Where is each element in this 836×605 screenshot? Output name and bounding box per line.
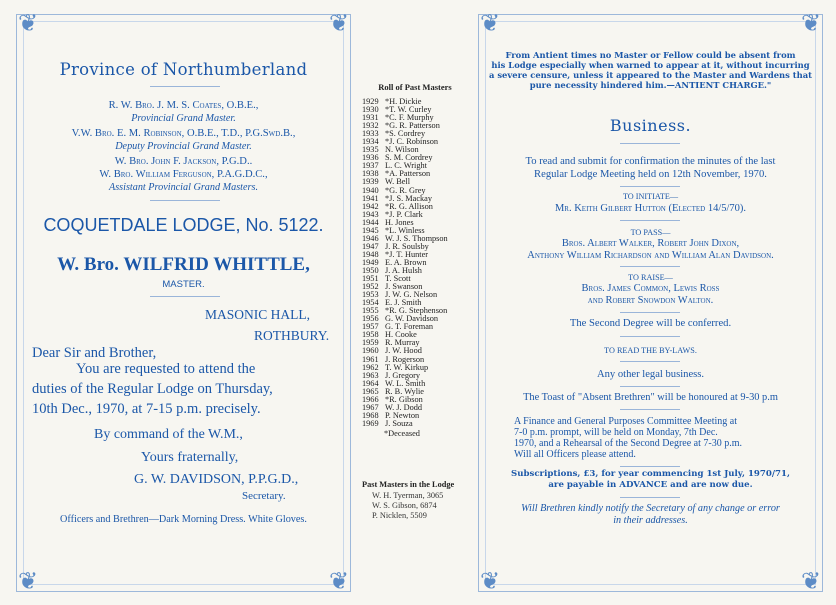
roll-name: R. B. Wylie bbox=[385, 386, 424, 396]
initiate-name: Mr. Keith Gilbert Hutton (Elected 14/5/70). bbox=[554, 203, 747, 214]
roll-year: 1929 bbox=[362, 97, 379, 106]
charge-line: pure necessity hindered him.—ANTIENT CHARGE." bbox=[529, 80, 772, 90]
secretary-title: Secretary. bbox=[242, 490, 286, 502]
roll-name: J. Gregory bbox=[385, 370, 421, 380]
ornament-icon: ❦ bbox=[800, 569, 822, 595]
roll-year: 1930 bbox=[362, 105, 379, 115]
pass-names: Bros. Albert Walker, Robert John Dixon, bbox=[561, 238, 740, 249]
roll-year: 1938 bbox=[362, 169, 379, 179]
roll-name: *C. F. Murphy bbox=[385, 113, 434, 123]
past-master: W. H. Tyerman, 3065 bbox=[372, 491, 444, 500]
roll-year: 1932 bbox=[362, 121, 379, 131]
past-list bbox=[372, 491, 443, 521]
other-business: Any other legal business. bbox=[596, 369, 705, 380]
dress-note: Officers and Brethren—Dark Morning Dress. White Gloves. bbox=[60, 514, 307, 525]
notify-line: in their addresses. bbox=[613, 515, 688, 526]
past-master: W. S. Gibson, 6874 bbox=[372, 501, 437, 510]
officer-title: Assistant Provincial Grand Masters. bbox=[108, 182, 259, 193]
roll-row bbox=[362, 420, 472, 428]
roll-name: J. Souza bbox=[385, 418, 413, 428]
roll-year: 1964 bbox=[362, 378, 379, 388]
pass-label: TO PASS— bbox=[630, 228, 671, 237]
roll-year: 1941 bbox=[362, 193, 379, 203]
roll-year: 1952 bbox=[362, 282, 379, 292]
charge-line: a severe censure, unless it appeared to the Master and Wardens that bbox=[488, 70, 812, 80]
roll-name: *J. C. Robinson bbox=[385, 137, 439, 147]
committee-line: 1970, and a Rehearsal of the Second Degree at 7-30 p.m. bbox=[514, 438, 742, 449]
roll-year: 1957 bbox=[362, 322, 379, 332]
roll-year: 1967 bbox=[362, 402, 379, 412]
roll-year: 1949 bbox=[362, 257, 379, 267]
roll-name: T. Scott bbox=[385, 274, 411, 284]
raise-label: TO RAISE— bbox=[628, 273, 673, 282]
roll-year: 1968 bbox=[362, 410, 379, 420]
roll-year: 1940 bbox=[362, 185, 379, 195]
venue-hall: MASONIC HALL, bbox=[205, 307, 311, 322]
officer-title: Provincial Grand Master. bbox=[131, 113, 236, 124]
minutes-line: To read and submit for confirmation the minutes of the last bbox=[525, 156, 776, 167]
roll-year: 1947 bbox=[362, 241, 379, 251]
ornament-icon: ❦ bbox=[17, 11, 39, 37]
committee-line: 7-0 p.m. prompt, will be held on Monday, 7th Dec. bbox=[514, 427, 718, 438]
roll-title: Roll of Past Masters bbox=[378, 82, 452, 92]
ornament-icon: ❦ bbox=[800, 11, 822, 37]
business-heading: Business. bbox=[609, 116, 692, 135]
officer-name: W. Bro. William Ferguson, P.A.G.D.C., bbox=[99, 169, 268, 180]
roll-name: P. Newton bbox=[385, 410, 420, 420]
ornament-icon: ❦ bbox=[328, 11, 350, 37]
roll-year: 1946 bbox=[362, 233, 379, 243]
roll-name: N. Wilson bbox=[385, 145, 419, 155]
roll-name: G. T. Foreman bbox=[385, 322, 434, 332]
pass-names: Anthony William Richardson and William Alan Davidson. bbox=[527, 250, 774, 261]
roll-name: *J. P. Clark bbox=[385, 209, 423, 219]
committee-line: Will all Officers please attend. bbox=[514, 449, 636, 460]
subscriptions: are payable in ADVANCE and are now due. bbox=[548, 480, 753, 490]
roll-name: S. M. Cordrey bbox=[385, 153, 433, 163]
roll-year: 1955 bbox=[362, 306, 379, 316]
roll-name: J. R. Soulsby bbox=[385, 241, 429, 251]
roll-list bbox=[362, 98, 472, 428]
initiate-label: TO INITIATE— bbox=[622, 192, 679, 201]
charge-line: From Antient times no Master or Fellow could be absent from bbox=[505, 50, 796, 60]
roll-year: 1956 bbox=[362, 314, 379, 324]
roll-year: 1945 bbox=[362, 225, 379, 235]
past-master: P. Nicklen, 5509 bbox=[372, 511, 427, 520]
master-name: W. Bro. WILFRID WHITTLE, bbox=[57, 254, 310, 275]
roll-year: 1935 bbox=[362, 145, 379, 155]
roll-name: T. W. Kirkup bbox=[385, 362, 429, 372]
roll-name: E. J. Smith bbox=[385, 298, 422, 308]
roll-name: J. Rogerson bbox=[385, 354, 425, 364]
roll-year: 1953 bbox=[362, 290, 379, 300]
roll-year: 1943 bbox=[362, 209, 379, 219]
roll-year: 1960 bbox=[362, 346, 379, 356]
roll-year: 1931 bbox=[362, 113, 379, 123]
roll-name: *H. Dickie bbox=[385, 97, 422, 106]
roll-name: W. Bell bbox=[385, 177, 411, 187]
roll-year: 1942 bbox=[362, 201, 379, 211]
ornament-icon: ❦ bbox=[17, 569, 39, 595]
roll-year: 1934 bbox=[362, 137, 379, 147]
charge-line: his Lodge especially when warned to appear at it, without incurring bbox=[491, 60, 810, 70]
roll-name: H. Jones bbox=[385, 217, 414, 227]
salutation: Dear Sir and Brother, bbox=[32, 345, 157, 361]
roll-name: L. C. Wright bbox=[385, 161, 427, 171]
raise-names: and Robert Snowdon Walton. bbox=[587, 295, 714, 306]
roll-name: J. W. G. Nelson bbox=[385, 290, 438, 300]
summons-text: You are requested to attend the bbox=[76, 361, 256, 377]
minutes-line: Regular Lodge Meeting held on 12th November, 1970. bbox=[534, 169, 767, 180]
closing-line: Yours fraternally, bbox=[141, 450, 239, 465]
ornament-icon: ❦ bbox=[328, 569, 350, 595]
roll-name: J. A. Hulsh bbox=[385, 265, 422, 275]
roll-year: 1959 bbox=[362, 338, 379, 348]
roll-year: 1948 bbox=[362, 249, 379, 259]
roll-year: 1963 bbox=[362, 370, 379, 380]
roll-name: H. Cooke bbox=[385, 330, 417, 340]
roll-name: W. J. Dodd bbox=[385, 402, 423, 412]
roll-name: *R. G. Allison bbox=[385, 201, 433, 211]
roll-year: 1944 bbox=[362, 217, 379, 227]
roll-year: 1950 bbox=[362, 265, 379, 275]
lodge-name: COQUETDALE LODGE, No. 5122. bbox=[43, 215, 324, 235]
roll-name: W. J. S. Thompson bbox=[385, 233, 448, 243]
roll-name: *A. Patterson bbox=[385, 169, 431, 179]
roll-name: R. Murray bbox=[385, 338, 420, 348]
degree-line: The Second Degree will be conferred. bbox=[569, 318, 732, 329]
officer-name: V.W. Bro. E. M. Robinson, O.B.E., T.D., P.G.Swd.B., bbox=[71, 128, 296, 139]
roll-year: 1939 bbox=[362, 177, 379, 187]
deceased-note: *Deceased bbox=[384, 429, 420, 438]
toast-line: The Toast of "Absent Brethren" will be honoured at 9-30 p.m bbox=[523, 392, 778, 403]
raise-names: Bros. James Common, Lewis Ross bbox=[581, 283, 720, 294]
roll-name: E. A. Brown bbox=[385, 257, 427, 267]
roll-name: *J. S. Mackay bbox=[385, 193, 433, 203]
roll-year: 1962 bbox=[362, 362, 379, 372]
secretary-name: G. W. DAVIDSON, P.P.G.D., bbox=[134, 472, 299, 487]
roll-year: 1936 bbox=[362, 153, 379, 163]
roll-year: 1951 bbox=[362, 274, 379, 284]
roll-name: G. W. Davidson bbox=[385, 314, 439, 324]
roll-name: *J. T. Hunter bbox=[385, 249, 429, 259]
ornament-icon: ❦ bbox=[479, 11, 501, 37]
roll-name: *R. Gibson bbox=[385, 394, 423, 404]
roll-name: W. L. Smith bbox=[385, 378, 426, 388]
venue-town: ROTHBURY. bbox=[254, 328, 330, 343]
roll-year: 1969 bbox=[362, 418, 379, 428]
roll-year: 1954 bbox=[362, 298, 379, 308]
roll-name: *S. Cordrey bbox=[385, 129, 426, 139]
master-title: MASTER. bbox=[162, 279, 205, 290]
roll-name: *G. R. Patterson bbox=[385, 121, 440, 131]
roll-name: J. Swanson bbox=[385, 282, 423, 292]
bylaws-line: TO READ THE BY-LAWS. bbox=[604, 346, 697, 355]
roll-year: 1937 bbox=[362, 161, 379, 171]
province-title: Province of Northumberland bbox=[59, 60, 308, 79]
roll-year: 1966 bbox=[362, 394, 379, 404]
officer-name: W. Bro. John F. Jackson, P.G.D.. bbox=[114, 156, 253, 167]
roll-year: 1933 bbox=[362, 129, 379, 139]
ornament-icon: ❦ bbox=[479, 569, 501, 595]
roll-year: 1961 bbox=[362, 354, 379, 364]
roll-name: *R. G. Stephenson bbox=[385, 306, 448, 316]
roll-name: *G. R. Grey bbox=[385, 185, 426, 195]
roll-year: 1958 bbox=[362, 330, 379, 340]
past-title: Past Masters in the Lodge bbox=[362, 480, 455, 489]
notify-line: Will Brethren kindly notify the Secretary of any change or error bbox=[521, 503, 780, 514]
roll-name: *L. Winless bbox=[385, 225, 425, 235]
summons-text: 10th Dec., 1970, at 7-15 p.m. precisely. bbox=[32, 401, 261, 417]
subscriptions: Subscriptions, £3, for year commencing 1st July, 1970/71, bbox=[511, 469, 790, 479]
command-line: By command of the W.M., bbox=[94, 427, 243, 442]
roll-name: *T. W. Curley bbox=[385, 105, 432, 115]
roll-year: 1965 bbox=[362, 386, 379, 396]
officer-title: Deputy Provincial Grand Master. bbox=[115, 141, 252, 152]
committee-line: A Finance and General Purposes Committee Meeting at bbox=[514, 416, 738, 427]
officer-name: R. W. Bro. J. M. S. Coates, O.B.E., bbox=[108, 100, 259, 111]
roll-name: J. W. Hood bbox=[385, 346, 422, 356]
summons-text: duties of the Regular Lodge on Thursday, bbox=[32, 381, 273, 397]
